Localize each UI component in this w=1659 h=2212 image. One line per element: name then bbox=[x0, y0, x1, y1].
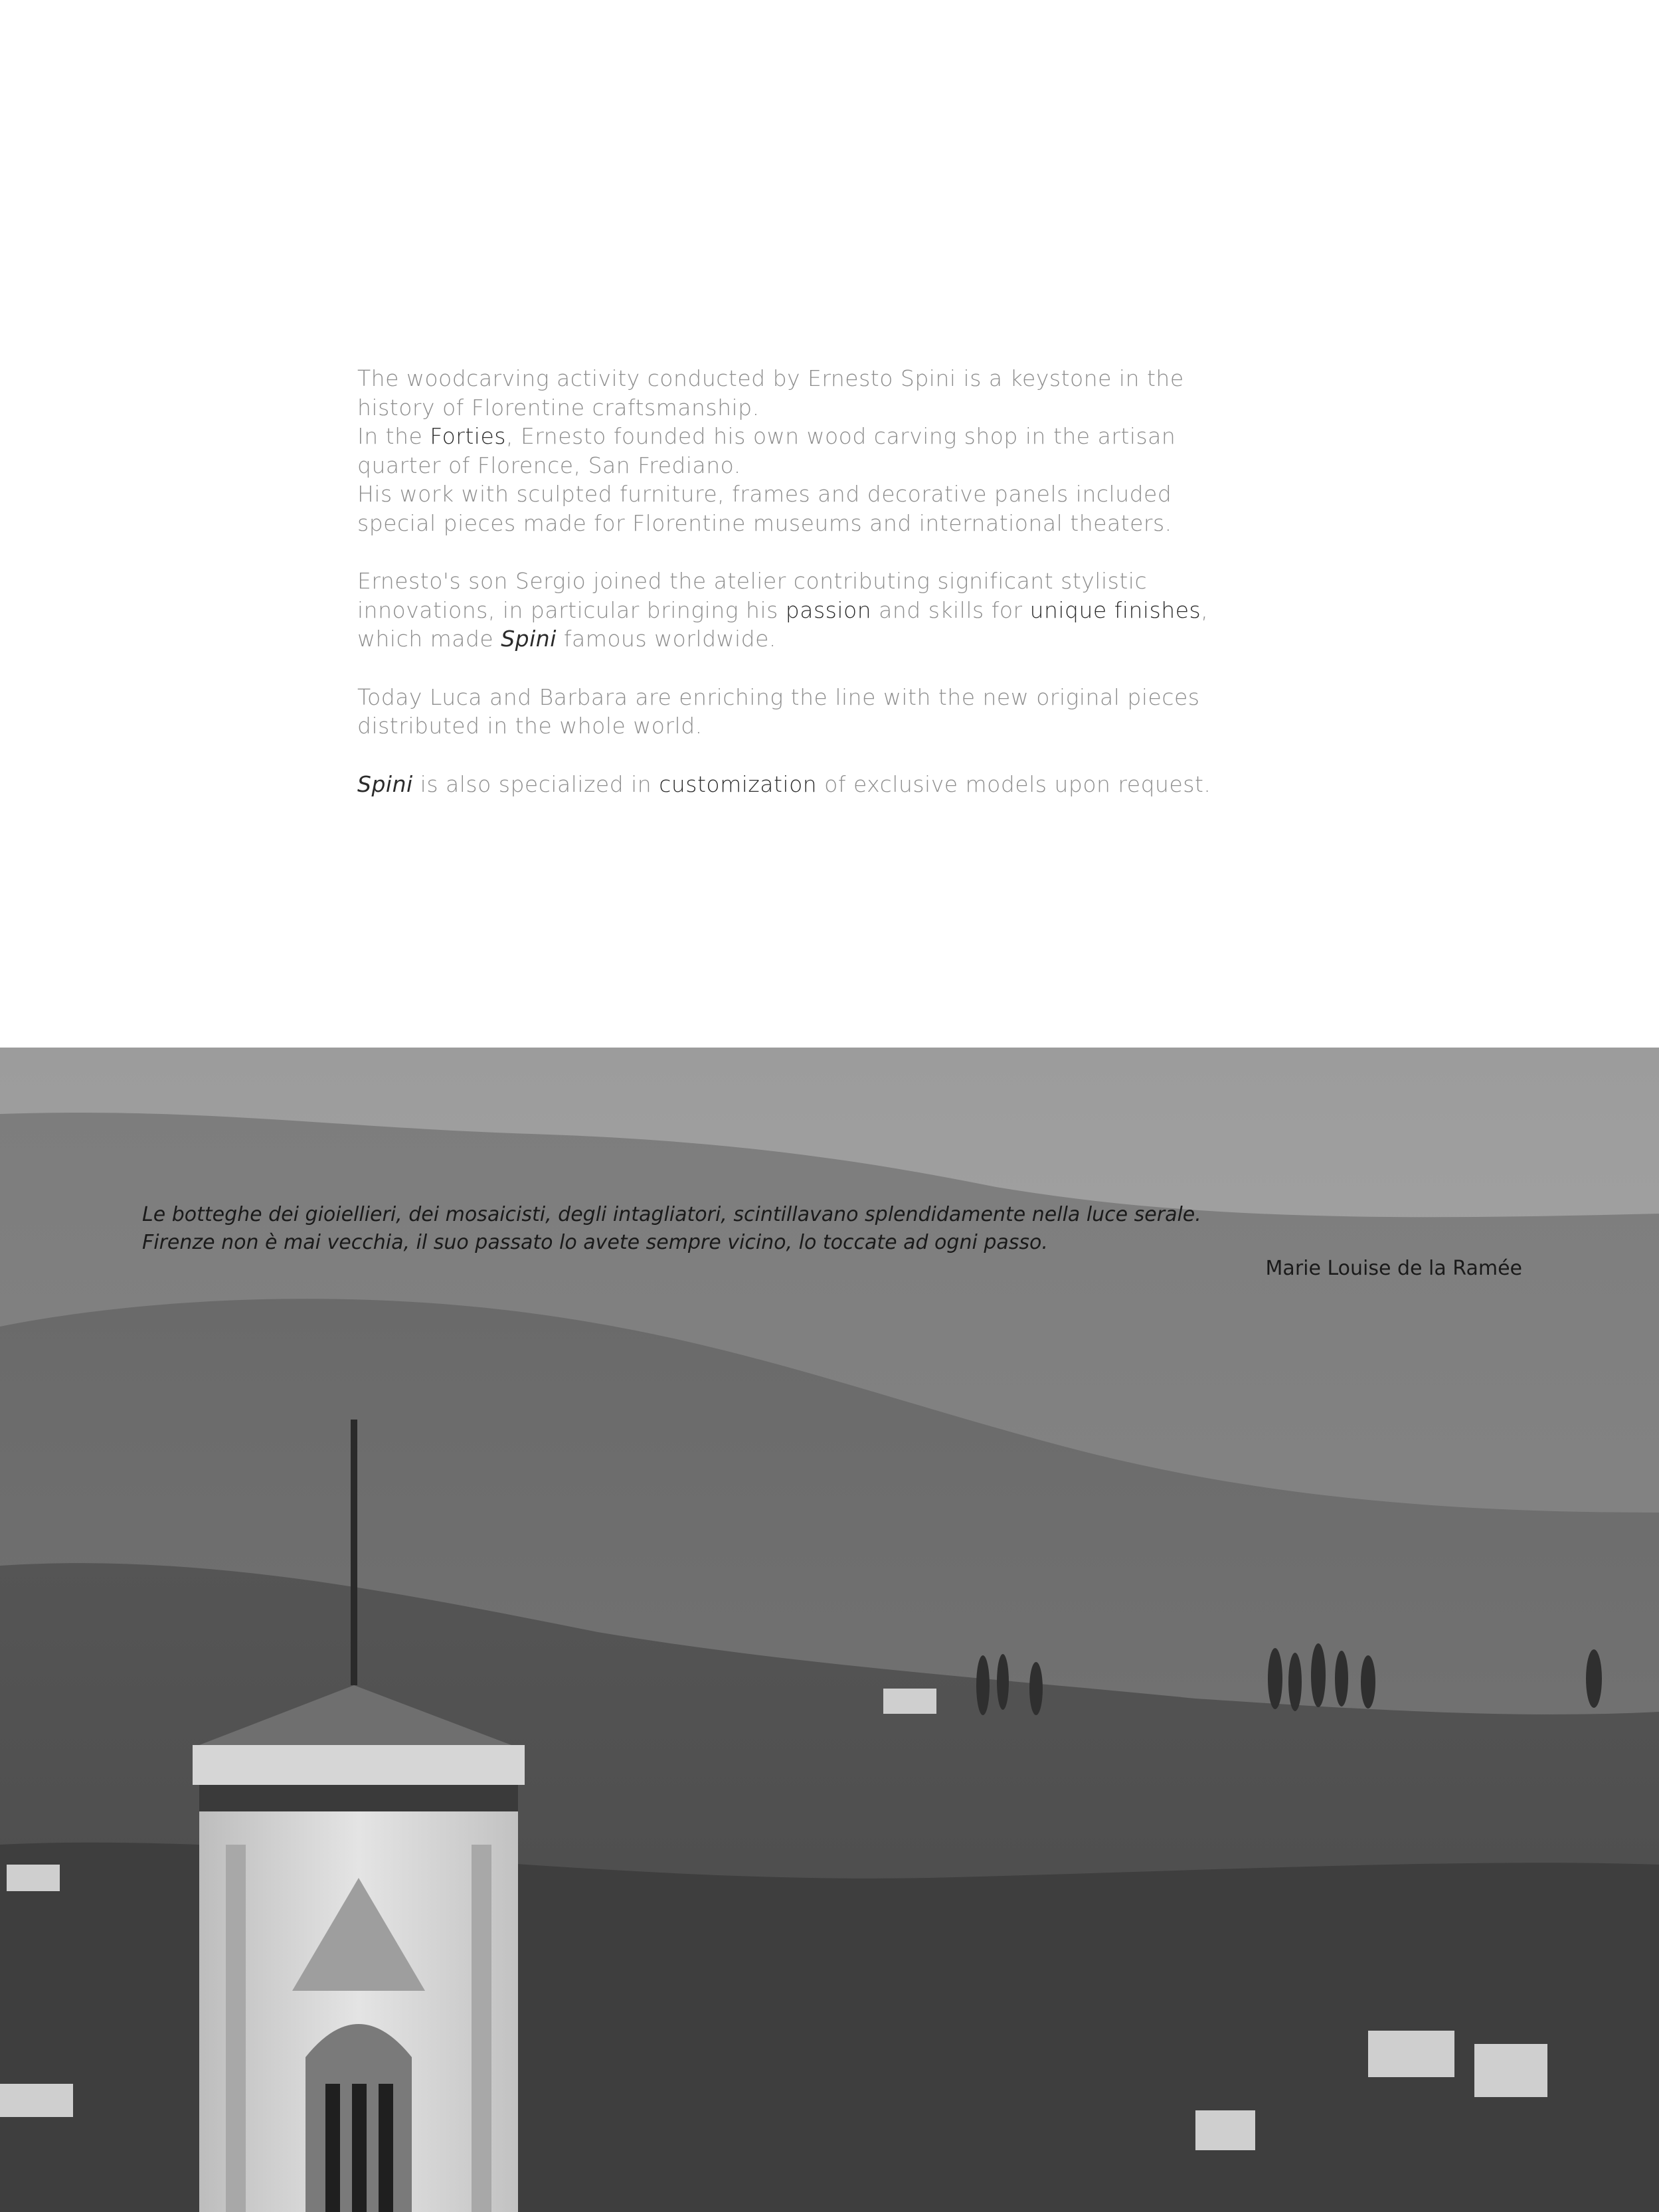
intro-text bbox=[357, 364, 1287, 828]
intro-paragraph-1 bbox=[357, 364, 1287, 537]
brand-name: Spini bbox=[357, 771, 413, 797]
text-fragment: , bbox=[1201, 597, 1209, 623]
quote-attribution: Marie Louise de la Ramée bbox=[1265, 1257, 1522, 1280]
text-line: Ernesto's son Sergio joined the atelier contributing significant stylistic bbox=[357, 568, 1148, 594]
text-line bbox=[357, 422, 1287, 451]
intro-paragraph-3 bbox=[357, 683, 1287, 741]
quote-line-2: Firenze non è mai vecchia, il suo passato lo avete sempre vicino, lo toccate ad ogni passo. bbox=[142, 1231, 1048, 1254]
text-line: Today Luca and Barbara are enriching the line with the new original pieces bbox=[357, 684, 1200, 710]
text-line: distributed in the whole world. bbox=[357, 713, 703, 739]
text-fragment: and skills for bbox=[871, 597, 1030, 623]
quote-block bbox=[142, 1201, 1537, 1257]
intro-paragraph-4 bbox=[357, 770, 1287, 799]
emphasis-unique-finishes: unique finishes bbox=[1029, 597, 1201, 623]
text-line bbox=[357, 624, 1287, 654]
text-fragment: is also specialized in bbox=[412, 771, 659, 797]
intro-paragraph-2 bbox=[357, 567, 1287, 654]
emphasis-passion: passion bbox=[785, 597, 872, 623]
emphasis-customization: customization bbox=[659, 771, 818, 797]
text-line: The woodcarving activity conducted by Ernesto Spini is a keystone in the bbox=[357, 365, 1184, 391]
quote-line-1: Le botteghe dei gioiellieri, dei mosaicisti, degli intagliatori, scintillavano splendidamente nella luce serale. bbox=[142, 1203, 1201, 1226]
text-fragment: , Ernesto founded his own wood carving shop in the artisan bbox=[505, 423, 1176, 449]
text-line: history of Florentine craftsmanship. bbox=[357, 394, 760, 420]
text-line bbox=[357, 770, 1287, 799]
brand-name: Spini bbox=[501, 626, 557, 652]
text-line: His work with sculpted furniture, frames and decorative panels included bbox=[357, 481, 1172, 507]
text-fragment: In the bbox=[357, 423, 430, 449]
text-fragment: which made bbox=[357, 626, 501, 652]
emphasis-forties: Forties bbox=[430, 423, 506, 449]
text-line: special pieces made for Florentine museums and international theaters. bbox=[357, 509, 1172, 536]
text-fragment: of exclusive models upon request. bbox=[817, 771, 1211, 797]
text-line: quarter of Florence, San Frediano. bbox=[357, 452, 741, 478]
text-line bbox=[357, 596, 1287, 625]
text-fragment: famous worldwide. bbox=[556, 626, 776, 652]
text-fragment: innovations, in particular bringing his bbox=[357, 597, 786, 623]
